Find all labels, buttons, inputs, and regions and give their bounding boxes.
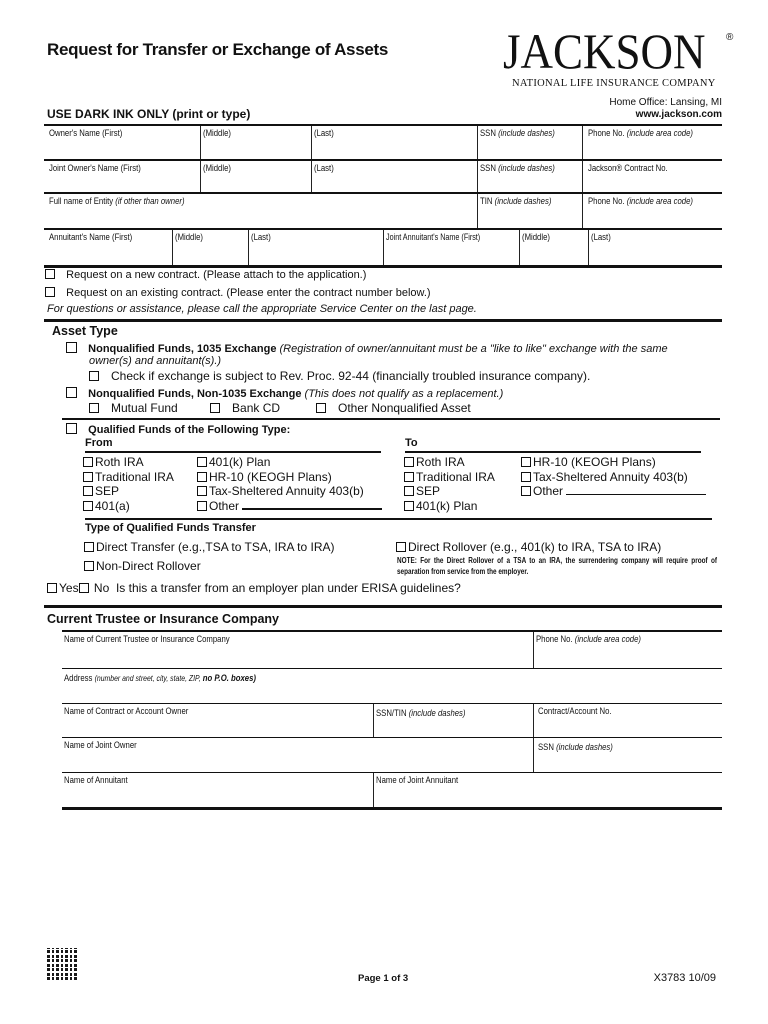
to-list-1 (404, 455, 495, 514)
entity-tin-field[interactable] (477, 194, 582, 228)
owner-middle-field[interactable] (200, 126, 311, 159)
checkbox[interactable] (83, 457, 93, 467)
direct-transfer-option[interactable] (84, 540, 335, 554)
label: TIN (480, 196, 493, 206)
to-hr10[interactable] (521, 455, 706, 470)
label: Qualified Funds of the Following Type: (88, 424, 291, 436)
owner-phone-field[interactable] (582, 126, 722, 159)
label: 401(k) Plan (416, 499, 478, 514)
label: Bank CD (232, 401, 281, 415)
registered-mark: ® (726, 32, 734, 43)
label: Address (64, 673, 93, 683)
owner-first-field[interactable] (44, 126, 200, 159)
form-code: X3783 10/09 (653, 972, 716, 984)
label: 401(a) (95, 499, 130, 514)
checkbox[interactable] (84, 542, 94, 552)
from-traditional-ira[interactable] (83, 470, 174, 485)
label-note: (include dashes) (494, 196, 552, 206)
label: Roth IRA (416, 455, 465, 469)
label: Contract/Account No. (538, 706, 612, 716)
label: Check if exchange is subject to Rev. Proc. 92-44 (financially troubled insurance company). (111, 369, 591, 383)
label-note: (include dashes) (498, 163, 555, 173)
label: 401(k) Plan (209, 455, 271, 469)
to-403b[interactable] (521, 470, 706, 485)
label: Direct Rollover (e.g., 401(k) to IRA, TSA to IRA) (408, 540, 662, 554)
website-link[interactable]: www.jackson.com (635, 109, 722, 120)
rollover-note: NOTE: For the Direct Rollover of a TSA to an IRA, the surrendering company will require proof of separation from service from the employer. (397, 556, 717, 576)
label: Joint Annuitant's Name (First) (386, 232, 481, 242)
from-403b[interactable] (197, 484, 382, 499)
contract-no-field[interactable] (582, 161, 722, 192)
trustee-address-field[interactable] (62, 669, 722, 703)
checkbox[interactable] (197, 472, 207, 482)
checkbox[interactable] (197, 457, 207, 467)
direct-rollover-option[interactable] (396, 540, 661, 554)
label: (Last) (251, 232, 271, 242)
label-note: (if other than owner) (115, 196, 185, 206)
bank-cd-option[interactable] (210, 401, 280, 415)
label-note: (include area code) (626, 128, 694, 138)
note: (Registration of owner/annuitant must be a "like to like" exchange with the same (279, 343, 668, 355)
label: SSN (480, 163, 496, 173)
account-owner-field[interactable] (62, 704, 373, 737)
note: (This does not qualify as a replacement.) (304, 388, 504, 400)
trustee-phone-field[interactable] (533, 632, 722, 668)
joint-owner-field[interactable] (62, 738, 533, 772)
from-sep[interactable] (83, 484, 174, 499)
asset-type-heading: Asset Type (52, 324, 118, 338)
to-other-line[interactable] (566, 494, 706, 495)
jackson-logo: JACKSON (503, 23, 706, 79)
label-note: (number and street, city, state, ZIP, (94, 674, 201, 683)
label: Owner's Name (First) (49, 128, 123, 138)
owner-ssn-field[interactable] (477, 126, 582, 159)
label: Roth IRA (95, 455, 144, 469)
annuitant-first-field[interactable] (44, 230, 172, 265)
to-sep[interactable] (404, 484, 495, 499)
checkbox[interactable] (404, 472, 414, 482)
checkbox[interactable] (404, 486, 414, 496)
label: (Middle) (203, 163, 231, 173)
annuitant-last-field[interactable] (248, 230, 383, 265)
ink-notice: USE DARK INK ONLY (print or type) (47, 107, 251, 121)
label: Phone No. (588, 196, 625, 206)
label: HR-10 (KEOGH Plans) (209, 469, 332, 484)
label: Name of Joint Annuitant (376, 775, 459, 785)
other-nq-option[interactable] (316, 401, 471, 415)
joint-annuitant-first-field[interactable] (383, 230, 519, 265)
checkbox[interactable] (521, 486, 531, 496)
checkbox[interactable] (197, 501, 207, 511)
checkbox[interactable] (66, 342, 77, 353)
label: SEP (416, 484, 441, 499)
checkbox[interactable] (396, 542, 406, 552)
to-roth-ira[interactable] (404, 455, 495, 470)
to-401k[interactable] (404, 499, 495, 514)
from-other[interactable] (197, 499, 382, 514)
question-text: Is this a transfer from an employer plan under ERISA guidelines? (115, 581, 461, 595)
checkbox[interactable] (45, 287, 55, 297)
checkbox[interactable] (404, 501, 414, 511)
label: Name of Contract or Account Owner (64, 706, 189, 716)
transfer-type-heading: Type of Qualified Funds Transfer (85, 522, 256, 534)
checkbox[interactable] (84, 561, 94, 571)
trustee-name-field[interactable] (62, 632, 533, 668)
from-401a[interactable] (83, 499, 174, 514)
checkbox[interactable] (521, 457, 531, 467)
existing-contract-option[interactable] (45, 287, 431, 299)
joint-owner-first-field[interactable] (44, 161, 200, 192)
checkbox[interactable] (45, 269, 55, 279)
label: (Middle) (522, 232, 550, 242)
checkbox[interactable] (83, 486, 93, 496)
label-note: (include area code) (574, 634, 642, 644)
joint-annuitant-middle-field[interactable] (519, 230, 588, 265)
checkbox[interactable] (404, 457, 414, 467)
label: Other Nonqualified Asset (338, 401, 471, 415)
checkbox[interactable] (89, 403, 99, 413)
label: Other (209, 499, 240, 514)
label: Tax-Sheltered Annuity 403(b) (533, 469, 688, 484)
label: Name of Current Trustee or Insurance Company (64, 634, 230, 644)
annuitant-field[interactable] (62, 773, 373, 807)
no-label: No (93, 581, 110, 595)
label: Traditional IRA (416, 469, 495, 484)
from-list-1 (83, 455, 174, 514)
entity-phone-field[interactable] (582, 194, 722, 228)
new-contract-option[interactable] (45, 269, 366, 281)
form-title: Request for Transfer or Exchange of Assets (47, 40, 389, 59)
label: SSN/TIN (376, 708, 407, 718)
from-hr10[interactable] (197, 470, 382, 485)
owner-table (44, 124, 722, 267)
label: Other (533, 484, 564, 499)
label: Jackson® Contract No. (588, 163, 668, 173)
qualified-option[interactable] (66, 423, 290, 436)
label: Name of Annuitant (64, 775, 128, 785)
checkbox[interactable] (197, 486, 207, 496)
label: (Last) (591, 232, 611, 242)
trustee-heading: Current Trustee or Insurance Company (47, 612, 280, 626)
entity-name-field[interactable] (44, 194, 477, 228)
checkbox[interactable] (66, 423, 77, 434)
label: (Middle) (175, 232, 203, 242)
owner-last-field[interactable] (311, 126, 477, 159)
joint-ssn-field[interactable] (533, 738, 722, 772)
joint-owner-last-field[interactable] (311, 161, 477, 192)
checkbox[interactable] (316, 403, 326, 413)
label: Phone No. (536, 634, 573, 644)
account-ssn-tin-field[interactable] (373, 704, 533, 737)
yes-label: Yes (59, 581, 79, 595)
label: Mutual Fund (111, 401, 178, 415)
label: Full name of Entity (49, 196, 114, 206)
assistance-note: For questions or assistance, please call the appropriate Service Center on the last page. (47, 303, 477, 315)
to-list-2 (521, 455, 706, 499)
label: Joint Owner's Name (First) (49, 163, 141, 173)
label: SSN (538, 742, 554, 752)
mutual-fund-option[interactable] (89, 401, 178, 415)
label: Phone No. (588, 128, 625, 138)
from-other-line[interactable] (242, 508, 382, 510)
home-office: Home Office: Lansing, MI (609, 97, 722, 108)
label-bold: no P.O. boxes) (202, 673, 256, 683)
page-number: Page 1 of 3 (358, 973, 409, 984)
label: Nonqualified Funds, Non-1035 Exchange (88, 388, 302, 400)
joint-annuitant-last-field[interactable] (588, 230, 722, 265)
label: (Middle) (203, 128, 231, 138)
checkbox[interactable] (210, 403, 220, 413)
non-direct-rollover-option[interactable] (84, 559, 201, 573)
label-note: (include dashes) (408, 708, 466, 718)
joint-annuitant-field[interactable] (373, 773, 722, 807)
checkbox[interactable] (83, 472, 93, 482)
label: Name of Joint Owner (64, 740, 137, 750)
label: Nonqualified Funds, 1035 Exchange (88, 343, 277, 355)
label: (Last) (314, 128, 334, 138)
joint-owner-ssn-field[interactable] (477, 161, 582, 192)
label: SEP (95, 484, 120, 499)
trustee-table (62, 630, 722, 810)
label: Tax-Sheltered Annuity 403(b) (209, 484, 364, 499)
label: (Last) (314, 163, 334, 173)
label-note: (include area code) (626, 196, 694, 206)
account-no-field[interactable] (533, 704, 722, 737)
nq-non1035-option[interactable] (66, 387, 503, 400)
checkbox[interactable] (66, 387, 77, 398)
label: Request on an existing contract. (Please enter the contract number below.) (66, 287, 431, 299)
label: Non-Direct Rollover (96, 559, 201, 573)
label: HR-10 (KEOGH Plans) (533, 455, 656, 469)
joint-owner-middle-field[interactable] (200, 161, 311, 192)
logo-subtitle: NATIONAL LIFE INSURANCE COMPANY (512, 78, 716, 89)
no-checkbox[interactable] (79, 583, 89, 593)
label-note: (include dashes) (498, 128, 555, 138)
from-list-2 (197, 455, 382, 514)
label: Request on a new contract. (Please attach to the application.) (66, 269, 367, 281)
label: Annuitant's Name (First) (49, 232, 133, 242)
from-label: From (85, 437, 113, 449)
checkbox[interactable] (521, 472, 531, 482)
erisa-question (47, 581, 461, 595)
label-note: (include dashes) (556, 742, 613, 752)
to-label: To (405, 437, 418, 449)
nq-1035-option[interactable] (66, 342, 668, 355)
barcode-image (47, 948, 77, 980)
from-roth-ira[interactable] (83, 455, 174, 470)
yes-checkbox[interactable] (47, 583, 57, 593)
annuitant-middle-field[interactable] (172, 230, 248, 265)
rev-proc-option[interactable] (89, 369, 590, 383)
checkbox[interactable] (89, 371, 99, 381)
note-cont: owner(s) and annuitant(s).) (89, 355, 222, 367)
checkbox[interactable] (83, 501, 93, 511)
from-401k[interactable] (197, 455, 382, 470)
to-traditional-ira[interactable] (404, 470, 495, 485)
label: Traditional IRA (95, 469, 174, 484)
label: Direct Transfer (e.g.,TSA to TSA, IRA to IRA) (96, 540, 335, 554)
label: SSN (480, 128, 496, 138)
to-other[interactable] (521, 484, 706, 499)
